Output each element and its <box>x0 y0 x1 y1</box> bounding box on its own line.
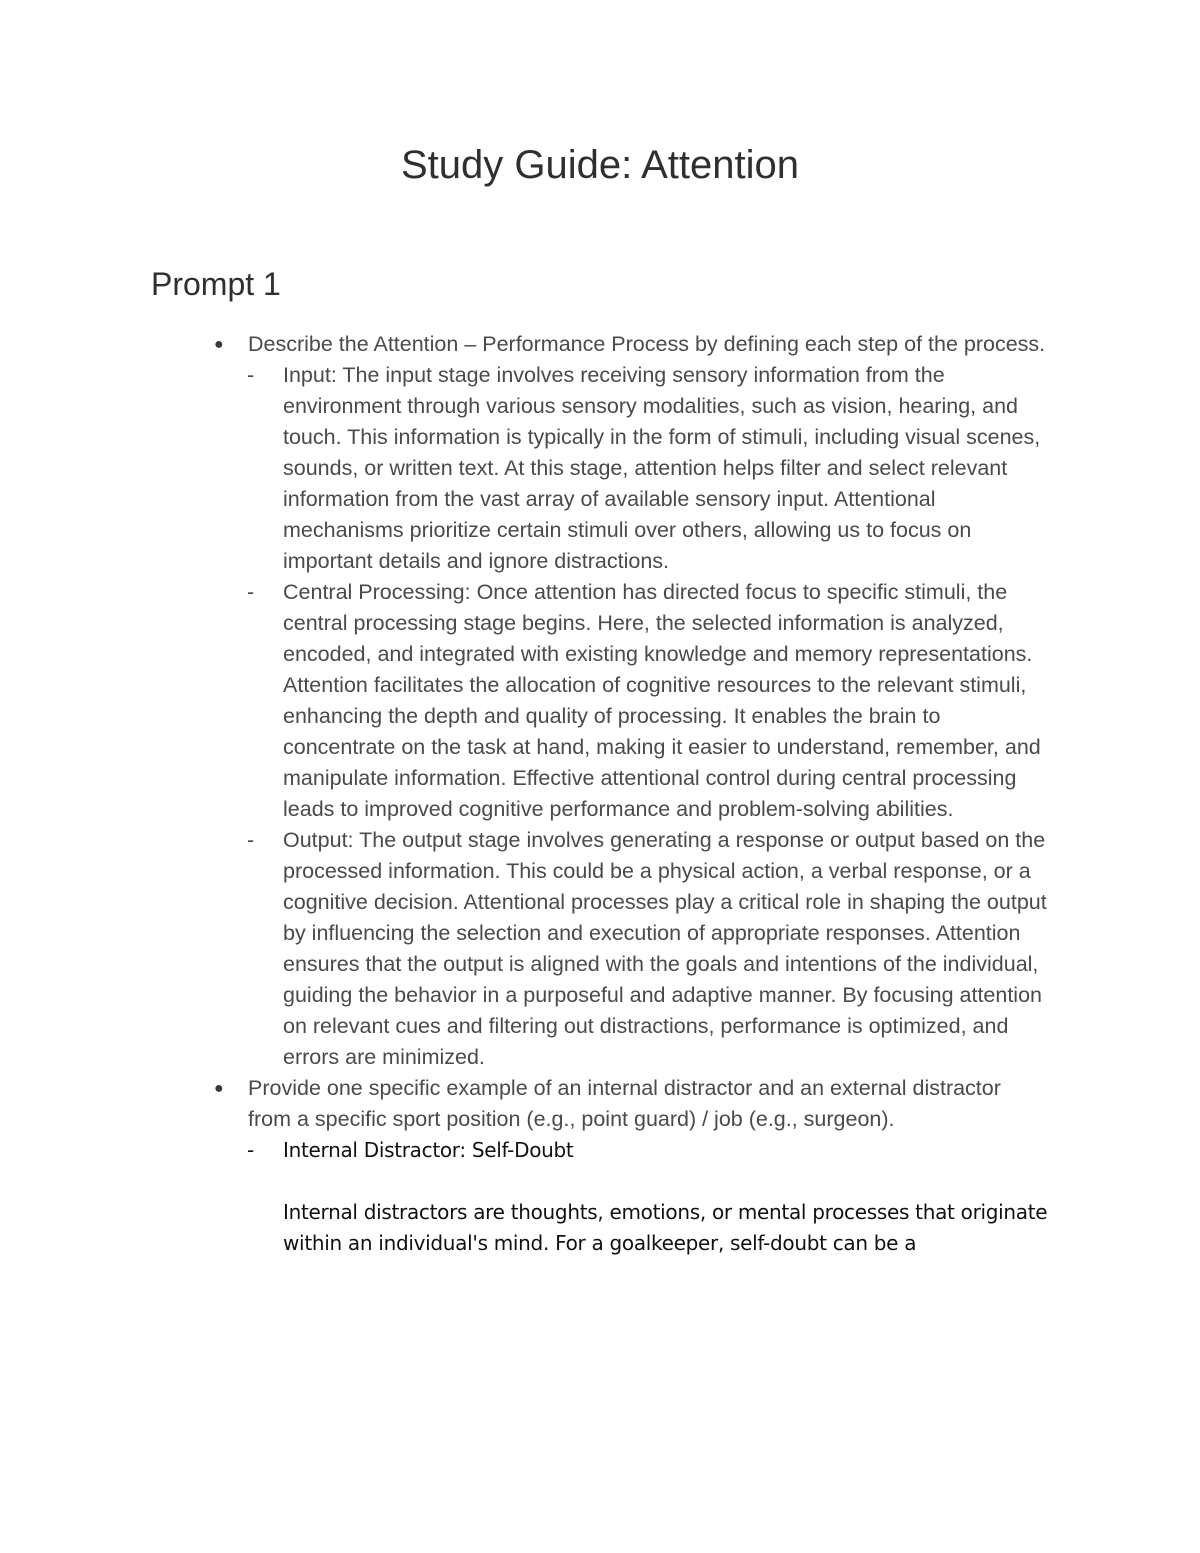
list-item <box>0 329 1048 360</box>
dash-icon: - <box>247 828 255 852</box>
bullet-text: Provide one specific example of an internal distractor and an external distractor from a specific sport position (e.g., point guard) / job (e.g., surgeon). <box>248 1076 1001 1131</box>
sub-list-item <box>0 577 1058 825</box>
section-heading: Prompt 1 <box>151 266 281 302</box>
bullet-text: Describe the Attention – Performance Process by defining each step of the process. <box>248 332 1046 356</box>
list-item <box>0 1073 1048 1135</box>
bullet-icon: ● <box>214 336 224 353</box>
sub-item-heading: Internal Distractor: Self-Doubt <box>283 1138 574 1162</box>
sub-item-text: Central Processing: Once attention has directed focus to specific stimuli, the central processing stage begins. Here, the selected information is analyzed, encoded, and integrated with existing knowledge and memory representations. Attention facilitates the allocation of cognitive resources to the relevant stimuli, enhancing the depth and quality of processing. It enables the brain to concentrate on the task at hand, making it easier to understand, remember, and manipulate information. Effective attentional control during central processing leads to improved cognitive performance and problem-solving abilities. <box>283 580 1041 821</box>
dash-icon: - <box>247 363 255 387</box>
document-body <box>0 329 1200 1259</box>
sub-list-item <box>0 360 1058 577</box>
sub-item-text: Output: The output stage involves generating a response or output based on the processed information. This could be a physical action, a verbal response, or a cognitive decision. Attentional processes play a critical role in shaping the output by influencing the selection and execution of appropriate responses. Attention ensures that the output is aligned with the goals and intentions of the individual, guiding the behavior in a purposeful and adaptive manner. By focusing attention on relevant cues and filtering out distractions, performance is optimized, and errors are minimized. <box>283 828 1047 1069</box>
body-paragraph: Internal distractors are thoughts, emotions, or mental processes that originate within an individual's mind. For a goalkeeper, self-doubt can be a <box>283 1200 1048 1255</box>
dash-icon: - <box>247 1138 254 1162</box>
sub-list-item <box>0 825 1058 1073</box>
document-title: Study Guide: Attention <box>400 143 800 187</box>
sub-list-item <box>0 1135 1058 1166</box>
sub-item-text: Input: The input stage involves receiving sensory information from the environment through various sensory modalities, such as vision, hearing, and touch. This information is typically in the form of stimuli, including visual scenes, sounds, or written text. At this stage, attention helps filter and select relevant information from the vast array of available sensory input. Attentional mechanisms prioritize certain stimuli over others, allowing us to focus on important details and ignore distractions. <box>283 363 1041 573</box>
dash-icon: - <box>247 580 255 604</box>
bullet-icon: ● <box>214 1080 224 1097</box>
